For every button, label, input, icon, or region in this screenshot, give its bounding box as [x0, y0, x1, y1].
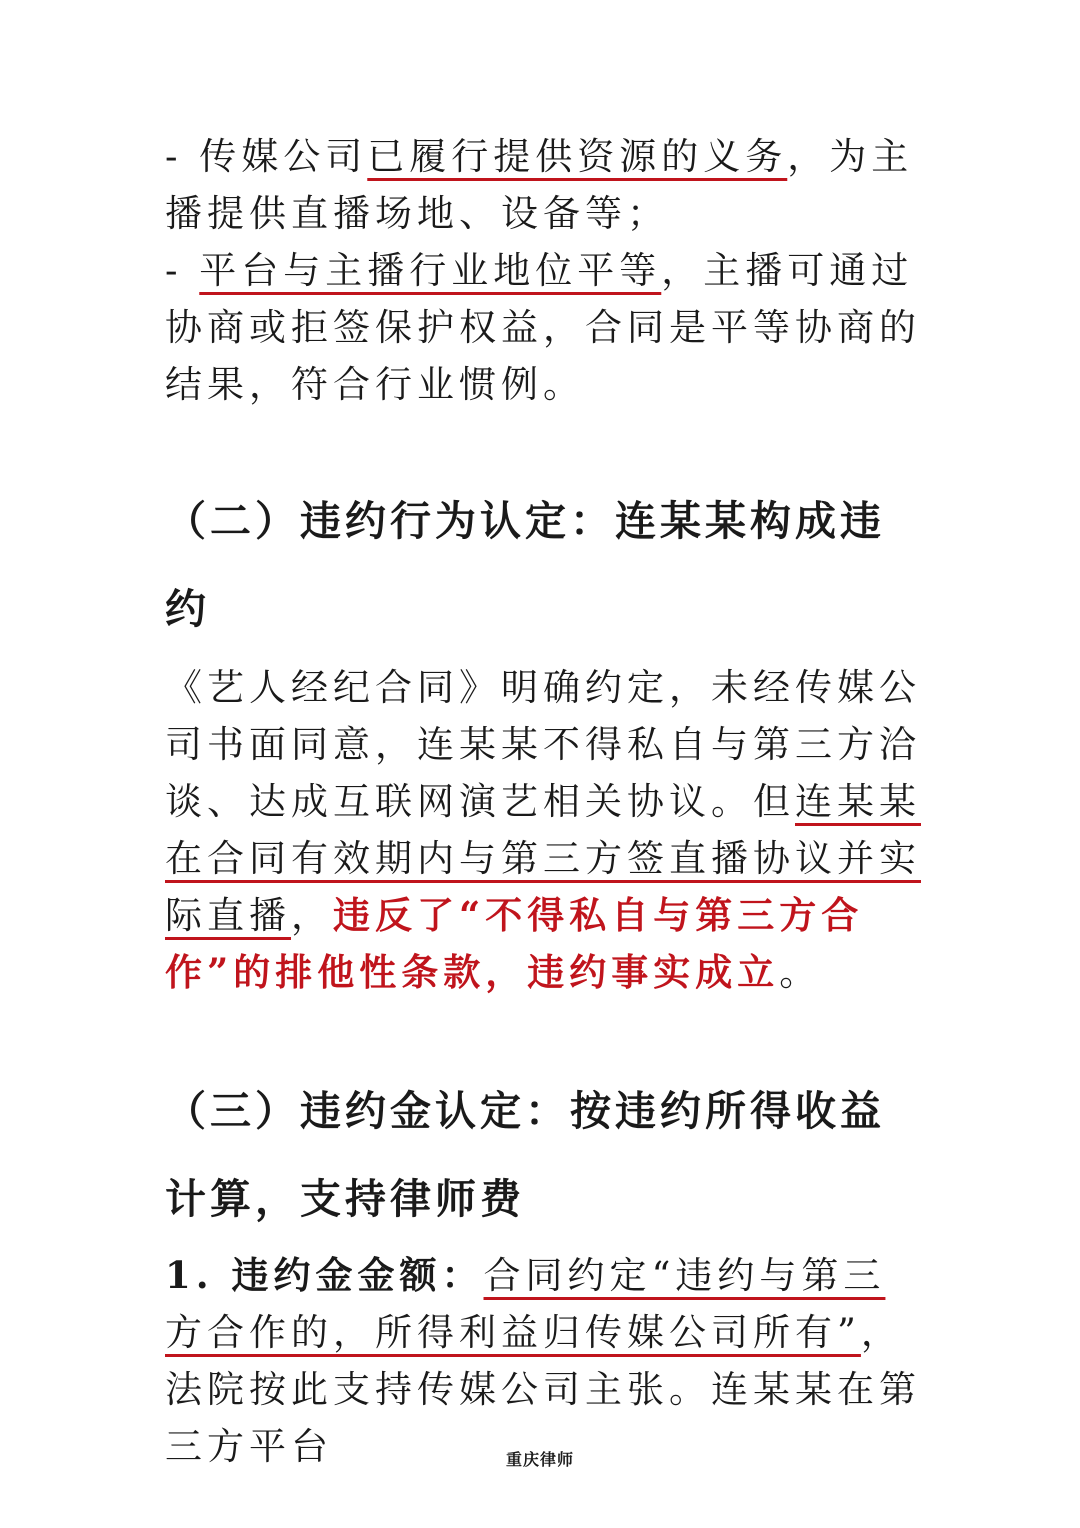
document-page — [165, 128, 925, 1475]
bullet-text: ，为主播提供直播场地、设备等； — [165, 135, 914, 235]
item-label: 1. 违约金金额： — [165, 1253, 484, 1297]
paragraph-text: ， — [291, 894, 333, 937]
underlined-text: 平台与主播行业地位平等 — [199, 249, 662, 292]
underlined-text: 连某某在合同有效期内与第三方签直播协议并实际直播 — [165, 780, 921, 937]
bullet-dash: - — [165, 135, 200, 178]
paragraph-breach — [165, 659, 925, 1001]
highlighted-text: 违反了“不得私自与第三方合作”的排他性条款，违约事实成立 — [165, 893, 864, 994]
paragraph-penalty — [165, 1247, 925, 1475]
paragraph-text: 《艺人经纪合同》明确约定，未经传媒公司书面同意，连某某不得私自与第三方洽谈、达成互联网演艺相关协议。但 — [165, 666, 921, 823]
bullet-text: 传媒公司 — [199, 135, 368, 178]
underlined-text: 合同约定“违约与第三方合作的，所得利益归传媒公司所有” — [165, 1254, 886, 1354]
bullet-resources — [165, 128, 925, 242]
bullet-dash: - — [165, 249, 200, 292]
bullet-text: ，主播可通过协商或拒签保护权益，合同是平等协商的结果，符合行业惯例。 — [165, 249, 921, 406]
bullet-equal-status — [165, 242, 925, 413]
paragraph-text: 。 — [779, 951, 822, 994]
underlined-text: 已履行提供资源的义务 — [367, 135, 788, 178]
section-heading-penalty: （三）违约金认定：按违约所得收益计算，支持律师费 — [165, 1087, 885, 1223]
page-footer: 重庆律师 — [505, 1450, 574, 1469]
section-heading-breach: （二）违约行为认定：连某某构成违约 — [165, 497, 885, 633]
paragraph-text: ，法院按此支持传媒公司主张。连某某在第三方平台 — [165, 1311, 921, 1468]
